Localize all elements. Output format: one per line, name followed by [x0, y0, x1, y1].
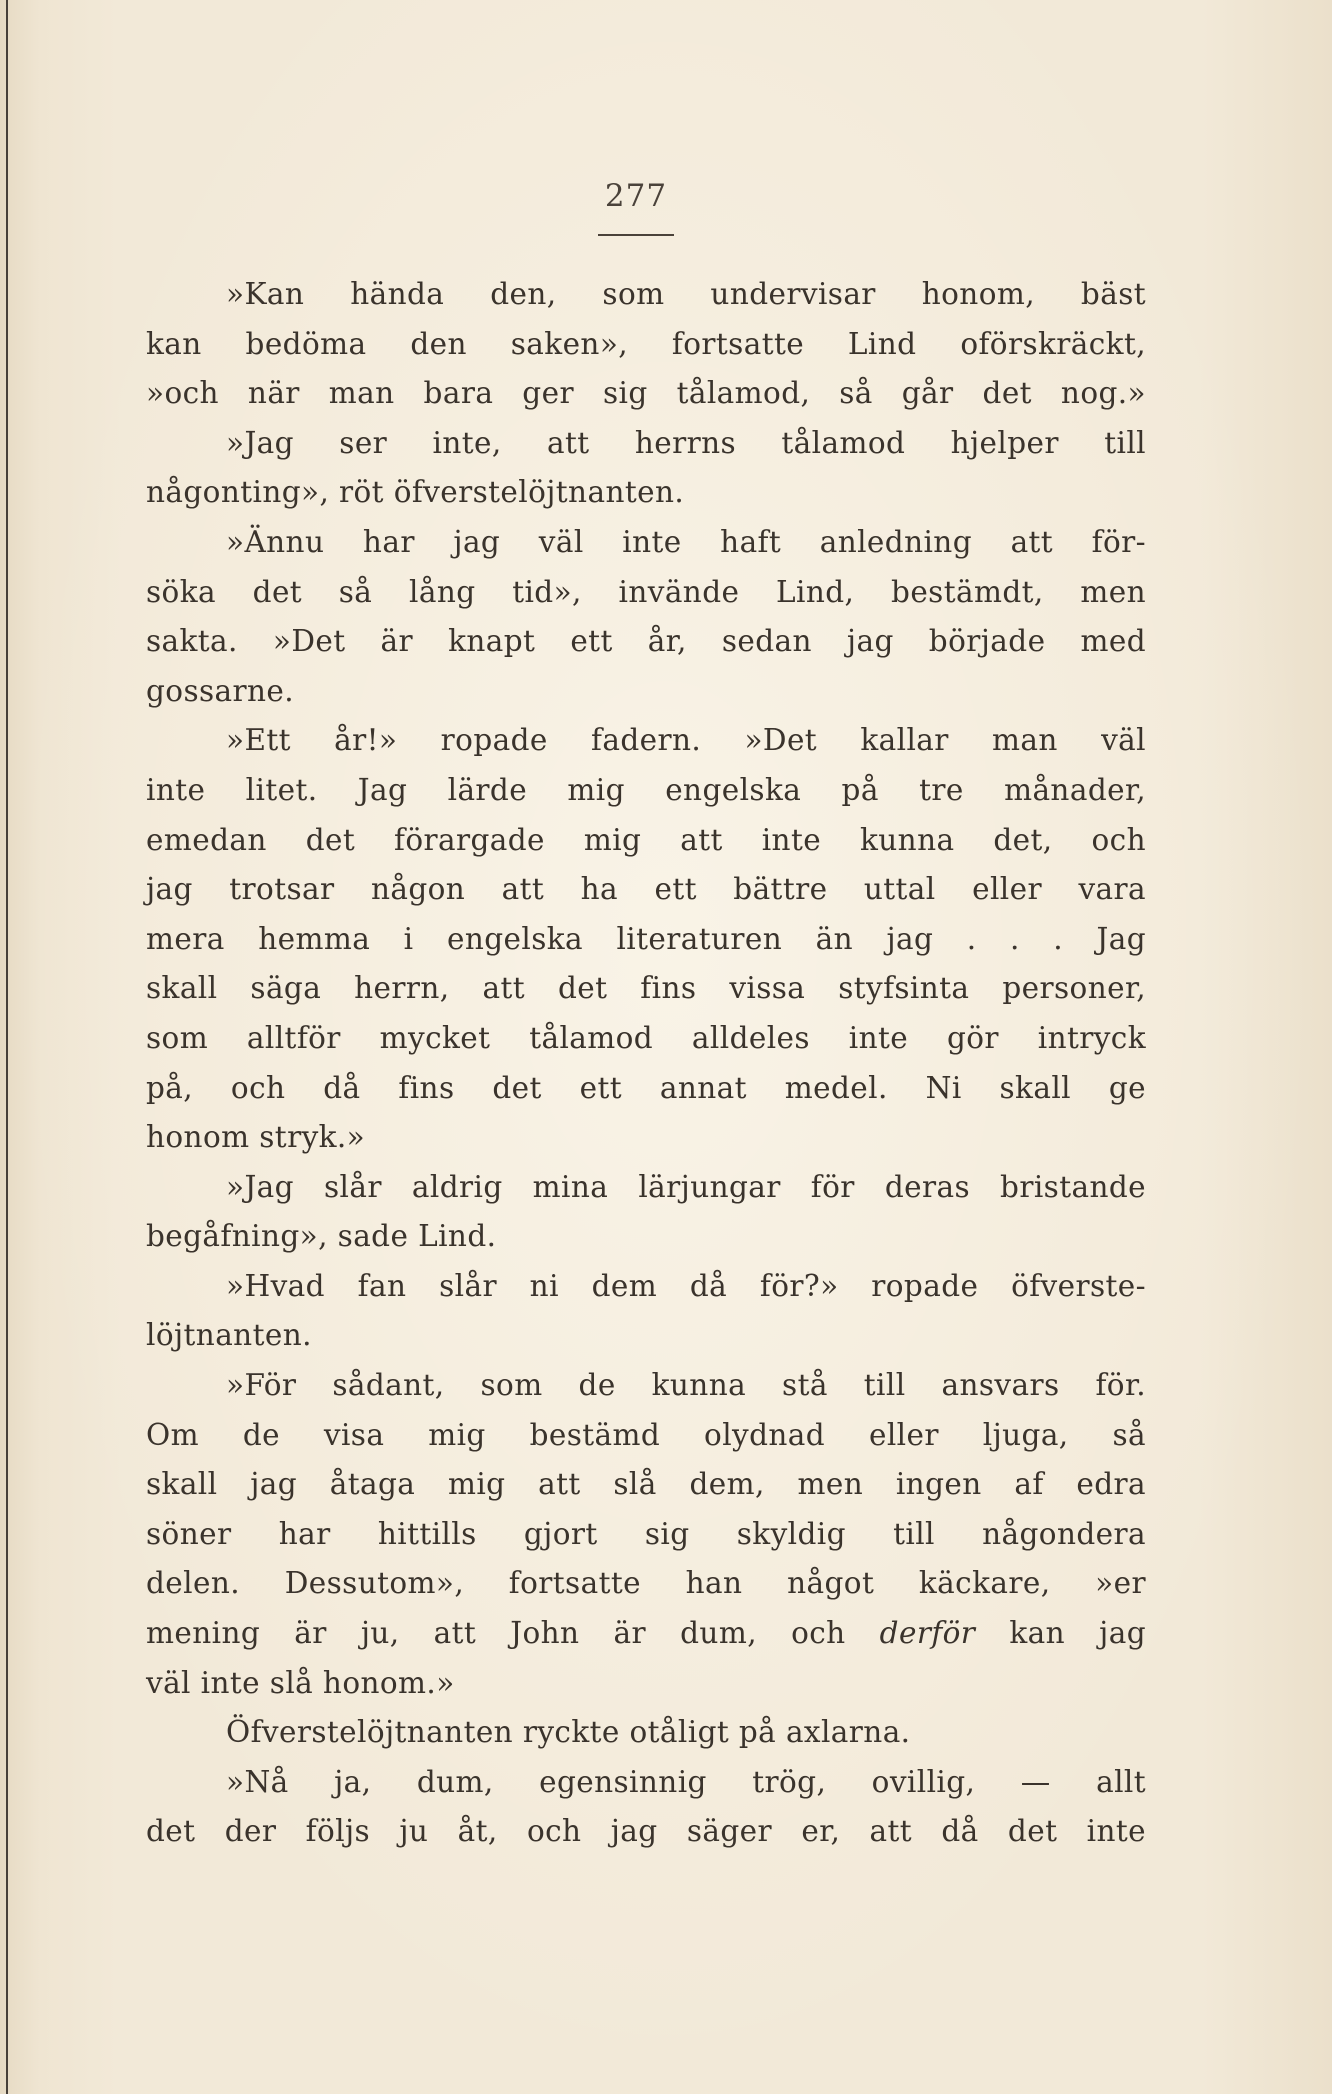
- text-line: på, och då fins det ett annat medel. Ni skall ge: [146, 1070, 1146, 1105]
- page-number: 277: [604, 178, 668, 214]
- page-edge-line: [6, 0, 8, 2094]
- text-line: det der följs ju åt, och jag säger er, att då det inte: [146, 1814, 1146, 1849]
- text-line: honom stryk.»: [146, 1120, 366, 1155]
- text-line: som alltför mycket tålamod alldeles inte gör intryck: [146, 1020, 1146, 1055]
- text-line: mening är ju, att John är dum, och derför kan jag: [146, 1616, 1146, 1651]
- text-line: Öfverstelöjtnanten ryckte otåligt på axlarna.: [226, 1715, 911, 1750]
- text-line: »Nå ja, dum, egensinnig trög, ovillig, — allt: [226, 1764, 1146, 1799]
- text-line: »Hvad fan slår ni dem då för?» ropade öfverste-: [226, 1268, 1146, 1303]
- text-line: »Jag slår aldrig mina lärjungar för deras bristande: [226, 1169, 1146, 1204]
- text-line: »Kan hända den, som undervisar honom, bäst: [226, 277, 1146, 311]
- page-number-underline: [598, 234, 674, 236]
- text-line: »Ett år!» ropade fadern. »Det kallar man väl: [226, 723, 1146, 758]
- text-line: delen. Dessutom», fortsatte han något käckare, »er: [146, 1566, 1146, 1601]
- text-line: kan bedöma den saken», fortsatte Lind oförskräckt,: [146, 326, 1146, 361]
- body-text: [146, 270, 1146, 1857]
- text-line: söner har hittills gjort sig skyldig till någondera: [146, 1516, 1146, 1551]
- text-line: gossarne.: [146, 673, 295, 708]
- text-line: emedan det förargade mig att inte kunna det, och: [146, 822, 1146, 857]
- text-line: begåfning», sade Lind.: [146, 1219, 497, 1254]
- text-line: väl inte slå honom.»: [146, 1665, 455, 1700]
- text-line: löjtnanten.: [146, 1318, 312, 1353]
- text-line: någonting», röt öfverstelöjtnanten.: [146, 475, 685, 510]
- text-line: inte litet. Jag lärde mig engelska på tre månader,: [146, 772, 1146, 807]
- text-line: Om de visa mig bestämd olydnad eller ljuga, så: [146, 1417, 1146, 1452]
- text-line: »och när man bara ger sig tålamod, så går det nog.»: [146, 376, 1146, 411]
- text-line: skall jag åtaga mig att slå dem, men ingen af edra: [146, 1467, 1146, 1502]
- text-line: »Ännu har jag väl inte haft anledning att för-: [226, 524, 1146, 559]
- text-line: söka det så lång tid», invände Lind, bestämdt, men: [146, 574, 1146, 609]
- text-line: mera hemma i engelska literaturen än jag . . . Jag: [146, 921, 1146, 956]
- emphasized-word: derför: [879, 1616, 976, 1651]
- text-line: skall säga herrn, att det fins vissa styfsinta personer,: [146, 971, 1146, 1006]
- text-line: jag trotsar någon att ha ett bättre uttal eller vara: [146, 872, 1146, 907]
- text-line: »För sådant, som de kunna stå till ansvars för.: [226, 1368, 1146, 1403]
- text-line: sakta. »Det är knapt ett år, sedan jag började med: [146, 624, 1146, 659]
- text-line: »Jag ser inte, att herrns tålamod hjelper till: [226, 425, 1146, 460]
